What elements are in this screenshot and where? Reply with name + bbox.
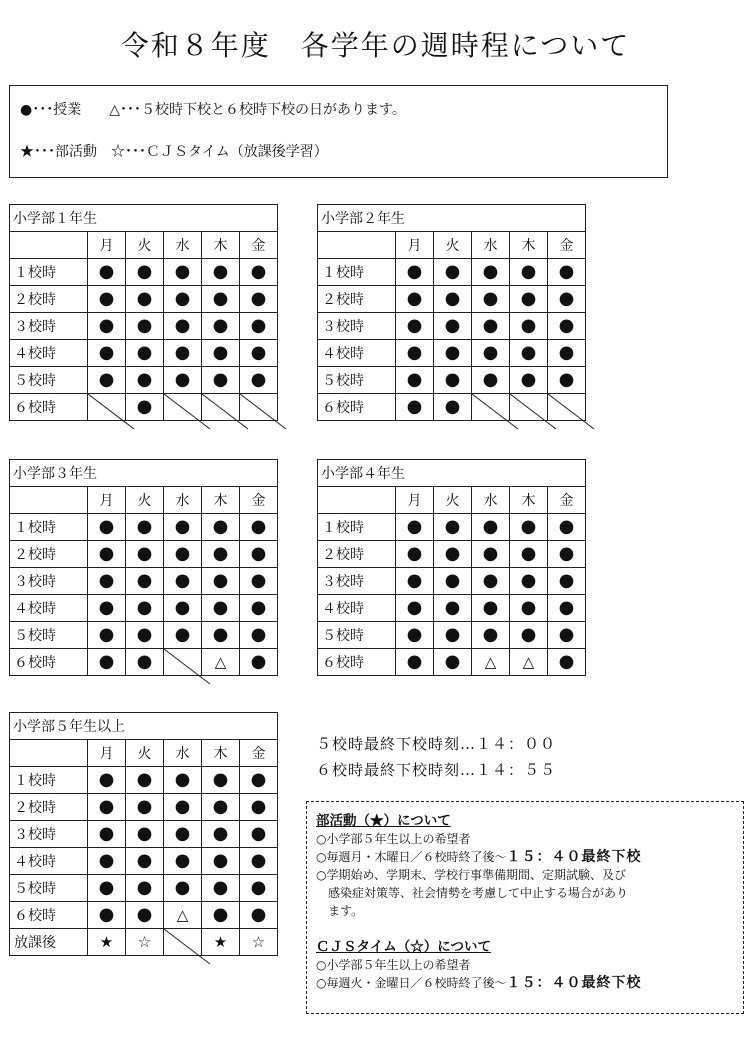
table-row [318,367,586,394]
no-class-cell [548,394,586,421]
schedule-cell: ● [164,595,202,622]
schedule-cell: ● [126,286,164,313]
table-row [318,649,586,676]
schedule-cell: ● [510,340,548,367]
table-row [318,286,586,313]
schedule-cell: ● [396,541,434,568]
period-label: １校時 [10,259,88,286]
legend-row-1: ●･･･授業 △･･･５校時下校と６校時下校の日があります。 [20,102,406,118]
schedule-cell: ● [434,622,472,649]
schedule-cell: ● [202,259,240,286]
schedule-cell: ● [548,541,586,568]
table-row [10,568,278,595]
diagonal-line-icon [472,394,510,421]
schedule-cell: ● [240,313,278,340]
day-header: 金 [240,740,278,767]
timetable-grade-2 [317,204,586,421]
period-label: ２校時 [10,794,88,821]
club-note-3b: 感染症対策等、社会情勢を考慮して中止する場合があり [328,886,629,900]
schedule-cell: ● [240,902,278,929]
day-header: 木 [510,487,548,514]
schedule-cell: △ [472,649,510,676]
schedule-cell: ● [472,595,510,622]
schedule-cell: ● [240,794,278,821]
schedule-cell: △ [510,649,548,676]
schedule-cell: ● [472,568,510,595]
header-blank [318,232,396,259]
schedule-cell: ● [396,367,434,394]
legend-row-2: ★･･･部活動 ☆･･･ＣＪＳタイム（放課後学習） [20,144,328,160]
schedule-cell: ● [548,622,586,649]
table-row [318,568,586,595]
table-row [10,514,278,541]
schedule-cell: ● [164,259,202,286]
schedule-cell: ● [472,514,510,541]
schedule-cell: ● [240,514,278,541]
schedule-cell: ● [202,595,240,622]
schedule-cell: ● [434,649,472,676]
schedule-cell: ● [548,514,586,541]
schedule-cell: ● [88,767,126,794]
schedule-cell: ● [164,541,202,568]
schedule-cell: ● [396,286,434,313]
table-row [10,794,278,821]
timetable-grade-5 [9,712,278,956]
schedule-cell: ☆ [240,929,278,956]
day-header: 火 [126,487,164,514]
timetable-grade-4 [317,459,586,676]
schedule-cell: ● [240,649,278,676]
schedule-cell: ● [88,622,126,649]
schedule-cell: ● [126,313,164,340]
cjs-dismissal-time: １５：４０最終下校 [506,975,642,991]
schedule-cell: ● [88,367,126,394]
header-blank [10,740,88,767]
period-label: １校時 [10,514,88,541]
schedule-cell: ● [240,595,278,622]
schedule-cell: ● [510,286,548,313]
schedule-cell: ● [202,622,240,649]
day-header: 水 [164,487,202,514]
club-dismissal-time: １５：４０最終下校 [506,849,642,865]
table-row [318,394,586,421]
period-label: １校時 [10,767,88,794]
schedule-cell: ● [240,340,278,367]
timetable-title: 小学部５年生以上 [10,713,278,740]
table-row [10,875,278,902]
schedule-cell: ● [126,340,164,367]
day-header: 月 [88,740,126,767]
day-header: 月 [396,487,434,514]
schedule-cell: ● [126,767,164,794]
schedule-cell: ● [202,794,240,821]
schedule-cell: ● [126,794,164,821]
diagonal-line-icon [240,394,278,421]
schedule-cell: ● [88,568,126,595]
period-label: ３校時 [10,821,88,848]
no-class-cell [164,394,202,421]
schedule-cell: ● [548,568,586,595]
no-class-cell [164,929,202,956]
period-label: ６校時 [318,394,396,421]
schedule-cell: ● [240,848,278,875]
notes-box [306,801,744,1014]
timetable-title: 小学部２年生 [318,205,586,232]
table-row [318,541,586,568]
legend-box [9,85,668,178]
dismissal-time-6: ６校時最終下校時刻…１４：５５ [316,761,557,779]
schedule-cell: ● [240,259,278,286]
schedule-cell: ● [202,875,240,902]
schedule-cell: ● [510,541,548,568]
schedule-cell: ● [126,875,164,902]
schedule-cell: ● [510,313,548,340]
timetable-title: 小学部１年生 [10,205,278,232]
diagonal-line-icon [164,929,202,956]
schedule-cell: ● [510,622,548,649]
club-note-3: ○学期始め、学期末、学校行事準備期間、定期試験、及び [316,868,626,882]
table-row [318,595,586,622]
schedule-cell: ● [164,767,202,794]
page-title: 令和８年度 各学年の週時程について [120,29,631,62]
table-row [10,649,278,676]
period-label: １校時 [318,514,396,541]
day-header: 火 [126,232,164,259]
table-row [10,367,278,394]
schedule-cell: ● [202,821,240,848]
schedule-cell: ● [434,514,472,541]
day-header: 月 [88,487,126,514]
period-label: ４校時 [10,595,88,622]
schedule-cell: ● [126,649,164,676]
schedule-cell: ● [88,340,126,367]
schedule-cell: ● [548,340,586,367]
table-row [10,622,278,649]
no-class-cell [202,394,240,421]
schedule-cell: ● [396,622,434,649]
period-label: ６校時 [318,649,396,676]
schedule-cell: ● [126,622,164,649]
schedule-cell: ★ [202,929,240,956]
schedule-cell: ● [88,259,126,286]
schedule-cell: ● [472,367,510,394]
no-class-cell [240,394,278,421]
schedule-cell: ● [164,340,202,367]
period-label: ４校時 [10,340,88,367]
table-row [10,929,278,956]
schedule-cell: ● [126,541,164,568]
schedule-cell: ● [396,514,434,541]
header-blank [10,232,88,259]
schedule-cell: ● [88,821,126,848]
timetable-grade-1 [9,204,278,421]
schedule-cell: ● [240,821,278,848]
schedule-cell: ● [472,340,510,367]
schedule-cell: ● [164,313,202,340]
day-header: 火 [434,232,472,259]
day-header: 木 [202,232,240,259]
schedule-cell: ● [202,286,240,313]
table-row [318,340,586,367]
schedule-cell: ● [88,313,126,340]
schedule-cell: ● [126,394,164,421]
schedule-cell: ● [202,367,240,394]
club-note-1: ○小学部５年生以上の希望者 [316,832,471,846]
schedule-cell: ● [510,259,548,286]
schedule-cell: ● [548,367,586,394]
schedule-cell: ● [88,794,126,821]
day-header: 水 [472,232,510,259]
table-row [10,595,278,622]
day-header: 月 [88,232,126,259]
diagonal-line-icon [510,394,548,421]
table-row [318,259,586,286]
schedule-cell: △ [202,649,240,676]
schedule-cell: ● [434,568,472,595]
schedule-cell: ● [396,313,434,340]
table-row [10,902,278,929]
club-note-3c: ます。 [328,904,364,918]
schedule-cell: ● [202,514,240,541]
schedule-cell: ● [126,902,164,929]
schedule-cell: ● [164,622,202,649]
schedule-cell: ● [548,286,586,313]
dismissal-time-5: ５校時最終下校時刻…１４：００ [316,735,557,753]
schedule-cell: ● [164,848,202,875]
schedule-cell: ● [396,259,434,286]
diagonal-line-icon [202,394,240,421]
period-label: １校時 [318,259,396,286]
schedule-cell: ● [202,313,240,340]
schedule-cell: ● [240,367,278,394]
schedule-cell: ● [126,568,164,595]
schedule-cell: ● [240,767,278,794]
period-label: ６校時 [10,902,88,929]
club-note-2-text: ○毎週月・木曜日／６校時終了後～ [316,850,507,864]
schedule-cell: ● [472,622,510,649]
period-label: ３校時 [10,568,88,595]
schedule-cell: ● [88,286,126,313]
schedule-cell: △ [164,902,202,929]
schedule-cell: ● [396,595,434,622]
period-label: ５校時 [318,367,396,394]
schedule-cell: ● [434,541,472,568]
period-label: ２校時 [10,286,88,313]
schedule-cell: ● [472,541,510,568]
day-header: 木 [510,232,548,259]
schedule-cell: ● [396,394,434,421]
club-note-2 [316,848,735,866]
period-label: ３校時 [10,313,88,340]
schedule-cell: ● [240,286,278,313]
club-heading: 部活動（★）について [316,813,451,829]
period-label: ２校時 [318,286,396,313]
schedule-cell: ☆ [126,929,164,956]
schedule-cell: ● [472,286,510,313]
table-row [10,259,278,286]
schedule-cell: ★ [88,929,126,956]
diagonal-line-icon [164,394,202,421]
period-label: ２校時 [318,541,396,568]
schedule-cell: ● [548,595,586,622]
schedule-cell: ● [240,622,278,649]
day-header: 金 [240,487,278,514]
period-label: ３校時 [318,568,396,595]
period-label: ６校時 [10,394,88,421]
schedule-cell: ● [126,821,164,848]
schedule-cell: ● [548,313,586,340]
schedule-cell: ● [88,875,126,902]
schedule-cell: ● [88,541,126,568]
schedule-cell: ● [202,541,240,568]
schedule-cell: ● [240,568,278,595]
schedule-cell: ● [164,821,202,848]
period-label: ３校時 [318,313,396,340]
table-row [318,622,586,649]
day-header: 水 [164,232,202,259]
schedule-cell: ● [164,568,202,595]
cjs-heading: ＣＪＳタイム（☆）について [316,939,491,955]
table-row [318,313,586,340]
cjs-note-2-text: ○毎週火・金曜日／６校時終了後～ [316,976,507,990]
schedule-cell: ● [434,595,472,622]
day-header: 金 [548,232,586,259]
schedule-cell: ● [434,367,472,394]
schedule-cell: ● [510,514,548,541]
period-label: ４校時 [318,595,396,622]
timetable-title: 小学部４年生 [318,460,586,487]
schedule-cell: ● [434,340,472,367]
schedule-cell: ● [126,259,164,286]
day-header: 木 [202,487,240,514]
table-row [318,514,586,541]
cjs-note-1: ○小学部５年生以上の希望者 [316,958,471,972]
table-row [10,848,278,875]
schedule-cell: ● [434,313,472,340]
schedule-cell: ● [202,340,240,367]
schedule-cell: ● [472,313,510,340]
table-row [10,821,278,848]
day-header: 金 [548,487,586,514]
schedule-cell: ● [396,340,434,367]
period-label: 放課後 [10,929,88,956]
schedule-cell: ● [126,514,164,541]
schedule-cell: ● [202,902,240,929]
no-class-cell [510,394,548,421]
table-row [10,286,278,313]
diagonal-line-icon [164,649,202,676]
header-blank [10,487,88,514]
schedule-cell: ● [472,259,510,286]
schedule-cell: ● [126,367,164,394]
schedule-cell: ● [202,848,240,875]
period-label: ５校時 [10,622,88,649]
schedule-cell: ● [164,514,202,541]
schedule-cell: ● [202,767,240,794]
day-header: 水 [164,740,202,767]
schedule-cell: ● [88,514,126,541]
day-header: 月 [396,232,434,259]
schedule-cell: ● [548,259,586,286]
table-row [10,313,278,340]
day-header: 金 [240,232,278,259]
schedule-cell: ● [434,286,472,313]
schedule-cell: ● [434,394,472,421]
no-class-cell [88,394,126,421]
schedule-cell: ● [88,649,126,676]
schedule-cell: ● [164,875,202,902]
table-row [10,394,278,421]
day-header: 火 [434,487,472,514]
table-row [10,340,278,367]
no-class-cell [164,649,202,676]
schedule-cell: ● [126,595,164,622]
schedule-cell: ● [164,367,202,394]
day-header: 木 [202,740,240,767]
table-row [10,541,278,568]
schedule-cell: ● [510,568,548,595]
schedule-cell: ● [510,367,548,394]
schedule-cell: ● [510,595,548,622]
period-label: ５校時 [10,875,88,902]
period-label: ５校時 [318,622,396,649]
schedule-cell: ● [396,568,434,595]
schedule-cell: ● [548,649,586,676]
period-label: ６校時 [10,649,88,676]
schedule-cell: ● [240,541,278,568]
period-label: ２校時 [10,541,88,568]
no-class-cell [472,394,510,421]
period-label: ４校時 [318,340,396,367]
day-header: 火 [126,740,164,767]
header-blank [318,487,396,514]
schedule-cell: ● [396,649,434,676]
cjs-note-2 [316,974,735,992]
schedule-cell: ● [164,286,202,313]
table-row [10,767,278,794]
diagonal-line-icon [548,394,586,421]
diagonal-line-icon [88,394,126,421]
schedule-cell: ● [88,848,126,875]
schedule-cell: ● [240,875,278,902]
schedule-cell: ● [88,595,126,622]
day-header: 水 [472,487,510,514]
schedule-cell: ● [164,794,202,821]
dismissal-times [316,731,556,783]
schedule-cell: ● [202,568,240,595]
period-label: ５校時 [10,367,88,394]
schedule-cell: ● [126,848,164,875]
schedule-cell: ● [88,902,126,929]
schedule-cell: ● [434,259,472,286]
timetable-grade-3 [9,459,278,676]
timetable-title: 小学部３年生 [10,460,278,487]
period-label: ４校時 [10,848,88,875]
